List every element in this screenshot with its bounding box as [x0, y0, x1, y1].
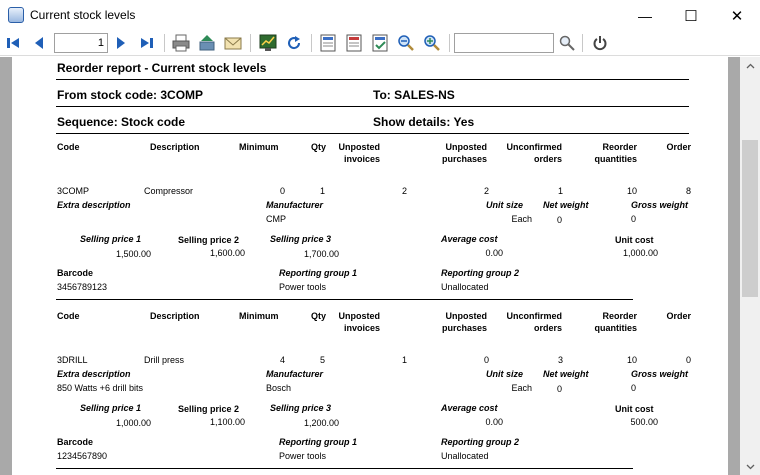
header-quantities: quantities	[594, 323, 637, 333]
show-details-label: Show details: Yes	[373, 115, 475, 129]
label-manufacturer: Manufacturer	[266, 200, 324, 210]
page-number-input[interactable]: 1	[54, 33, 108, 53]
item-barcode: 1234567890	[57, 451, 108, 461]
page-margins-button[interactable]	[344, 33, 364, 53]
header-qty: Qty	[311, 142, 327, 152]
zoom-in-button[interactable]	[422, 33, 442, 53]
label-gross-weight: Gross weight	[631, 369, 689, 379]
exit-button[interactable]	[590, 33, 610, 53]
header-reorder: Reorder	[602, 311, 637, 321]
item-gross-weight: 0	[631, 214, 637, 224]
label-net-weight: Net weight	[543, 369, 589, 379]
item-unconfirmed-orders: 3	[557, 355, 563, 365]
item-description: Drill press	[144, 355, 185, 365]
divider	[56, 468, 633, 469]
scroll-down-button[interactable]	[740, 458, 760, 475]
chevron-up-icon	[746, 63, 755, 69]
item-selling-price-3: 1,200.00	[303, 418, 339, 428]
header-quantities: quantities	[594, 154, 637, 164]
report-viewport[interactable]	[0, 57, 740, 475]
page-check-icon	[371, 34, 389, 52]
toolbar-separator	[311, 34, 312, 52]
item-unconfirmed-orders: 1	[557, 186, 563, 196]
export-icon	[198, 34, 216, 52]
last-page-icon	[140, 36, 154, 50]
header-order: Order	[666, 142, 691, 152]
label-selling-price-2: Selling price 2	[178, 404, 240, 414]
close-button[interactable]: ✕	[730, 7, 744, 25]
label-unit-size: Unit size	[486, 369, 524, 379]
label-extra-description: Extra description	[57, 200, 131, 210]
header-minimum: Minimum	[239, 311, 279, 321]
power-icon	[592, 35, 608, 51]
header-minimum: Minimum	[239, 142, 279, 152]
header-qty: Qty	[311, 311, 327, 321]
item-order: 8	[685, 186, 691, 196]
item-selling-price-3: 1,700.00	[303, 249, 339, 259]
item-minimum: 4	[279, 355, 285, 365]
item-order: 0	[685, 355, 691, 365]
item-average-cost: 0.00	[485, 248, 503, 258]
label-manufacturer: Manufacturer	[266, 369, 324, 379]
header-unposted-purchases: Unposted	[445, 142, 487, 152]
app-icon	[8, 7, 24, 23]
report-title: Reorder report - Current stock levels	[57, 61, 267, 75]
item-unposted-invoices: 2	[401, 186, 407, 196]
next-page-button[interactable]	[111, 33, 131, 53]
label-unit-cost: Unit cost	[615, 404, 654, 414]
header-description: Description	[150, 311, 200, 321]
item-selling-price-1: 1,000.00	[115, 418, 151, 428]
label-reporting-group-2: Reporting group 2	[441, 437, 519, 447]
header-unposted-invoices: Unposted	[338, 142, 380, 152]
printer-icon	[172, 34, 190, 52]
page-setup-button[interactable]	[318, 33, 338, 53]
header-unconfirmed: Unconfirmed	[506, 311, 562, 321]
from-stock-code: From stock code: 3COMP	[57, 88, 204, 102]
vertical-scrollbar[interactable]	[740, 57, 760, 475]
toolbar	[0, 31, 760, 56]
item-qty: 1	[319, 186, 325, 196]
header-orders: orders	[533, 323, 562, 333]
scroll-thumb[interactable]	[742, 140, 758, 297]
header-purchases: purchases	[441, 154, 487, 164]
zoom-in-icon	[423, 34, 441, 52]
email-button[interactable]	[223, 33, 243, 53]
item-unit-size: Each	[511, 383, 532, 393]
item-reporting-group-2: Unallocated	[441, 451, 489, 461]
print-button[interactable]	[171, 33, 191, 53]
item-unposted-purchases: 0	[483, 355, 489, 365]
email-icon	[224, 34, 242, 52]
chevron-down-icon	[746, 464, 755, 470]
header-code: Code	[57, 142, 80, 152]
item-selling-price-2: 1,100.00	[209, 417, 245, 427]
zoom-out-button[interactable]	[396, 33, 416, 53]
label-reporting-group-2: Reporting group 2	[441, 268, 519, 278]
item-description: Compressor	[144, 186, 194, 196]
page-margins-icon	[345, 34, 363, 52]
label-barcode: Barcode	[57, 268, 94, 278]
item-average-cost: 0.00	[485, 417, 503, 427]
item-code: 3DRILL	[57, 355, 88, 365]
item-selling-price-2: 1,600.00	[209, 248, 245, 258]
label-selling-price-3: Selling price 3	[270, 403, 332, 413]
divider	[56, 106, 689, 107]
divider	[56, 79, 689, 80]
label-selling-price-1: Selling price 1	[80, 234, 142, 244]
previous-page-icon	[32, 36, 46, 50]
sequence-label: Sequence: Stock code	[57, 115, 186, 129]
item-reorder-quantities: 10	[626, 355, 637, 365]
title-bar	[0, 0, 760, 31]
export-button[interactable]	[197, 33, 217, 53]
toolbar-separator	[582, 34, 583, 52]
header-code: Code	[57, 311, 80, 321]
item-unposted-invoices: 1	[401, 355, 407, 365]
item-manufacturer: Bosch	[266, 383, 292, 393]
refresh-icon	[286, 35, 302, 51]
search-button[interactable]	[557, 33, 577, 53]
header-orders: orders	[533, 154, 562, 164]
label-selling-price-3: Selling price 3	[270, 234, 332, 244]
page-layout-icon	[319, 34, 337, 52]
toolbar-separator	[250, 34, 251, 52]
search-icon	[559, 35, 575, 51]
item-selling-price-1: 1,500.00	[115, 249, 151, 259]
item-manufacturer: CMP	[266, 214, 286, 224]
label-reporting-group-1: Reporting group 1	[279, 268, 357, 278]
item-barcode: 3456789123	[57, 282, 108, 292]
first-page-icon	[6, 36, 20, 50]
label-average-cost: Average cost	[441, 234, 498, 244]
window-title: Current stock levels	[30, 8, 136, 22]
refresh-button[interactable]	[284, 33, 304, 53]
header-unconfirmed: Unconfirmed	[506, 142, 562, 152]
item-reporting-group-1: Power tools	[279, 282, 327, 292]
report-page	[12, 57, 728, 475]
chart-settings-icon	[259, 34, 277, 52]
design-button[interactable]	[258, 33, 278, 53]
minimize-button[interactable]: —	[638, 7, 652, 24]
item-unit-cost: 500.00	[630, 417, 658, 427]
label-average-cost: Average cost	[441, 403, 498, 413]
header-invoices: invoices	[343, 323, 380, 333]
item-code: 3COMP	[57, 186, 90, 196]
label-selling-price-1: Selling price 1	[80, 403, 142, 413]
first-page-button[interactable]	[3, 33, 23, 53]
to-stock-code: To: SALES-NS	[373, 88, 455, 102]
item-reporting-group-2: Unallocated	[441, 282, 489, 292]
maximize-button[interactable]: ☐	[684, 7, 698, 25]
label-selling-price-2: Selling price 2	[178, 235, 240, 245]
item-minimum: 0	[279, 186, 285, 196]
header-purchases: purchases	[441, 323, 487, 333]
item-qty: 5	[319, 355, 325, 365]
item-reorder-quantities: 10	[626, 186, 637, 196]
toolbar-separator	[164, 34, 165, 52]
header-unposted-purchases: Unposted	[445, 311, 487, 321]
item-net-weight: 0	[557, 215, 563, 225]
zoom-out-icon	[397, 34, 415, 52]
divider	[56, 133, 689, 134]
divider	[56, 299, 633, 300]
label-unit-cost: Unit cost	[615, 235, 654, 245]
last-page-button[interactable]	[137, 33, 157, 53]
item-extra-description: 850 Watts +6 drill bits	[57, 383, 143, 393]
label-gross-weight: Gross weight	[631, 200, 689, 210]
label-reporting-group-1: Reporting group 1	[279, 437, 357, 447]
label-unit-size: Unit size	[486, 200, 524, 210]
header-order: Order	[666, 311, 691, 321]
scroll-up-button[interactable]	[740, 57, 760, 74]
label-extra-description: Extra description	[57, 369, 131, 379]
item-unposted-purchases: 2	[483, 186, 489, 196]
item-gross-weight: 0	[631, 383, 637, 393]
header-unposted-invoices: Unposted	[338, 311, 380, 321]
header-invoices: invoices	[343, 154, 380, 164]
item-unit-cost: 1,000.00	[622, 248, 658, 258]
previous-page-button[interactable]	[29, 33, 49, 53]
header-description: Description	[150, 142, 200, 152]
toolbar-separator	[449, 34, 450, 52]
label-barcode: Barcode	[57, 437, 94, 447]
item-net-weight: 0	[557, 384, 563, 394]
next-page-icon	[114, 36, 128, 50]
item-unit-size: Each	[511, 214, 532, 224]
label-net-weight: Net weight	[543, 200, 589, 210]
search-input[interactable]	[454, 33, 554, 53]
select-page-button[interactable]	[370, 33, 390, 53]
header-reorder: Reorder	[602, 142, 637, 152]
item-reporting-group-1: Power tools	[279, 451, 327, 461]
